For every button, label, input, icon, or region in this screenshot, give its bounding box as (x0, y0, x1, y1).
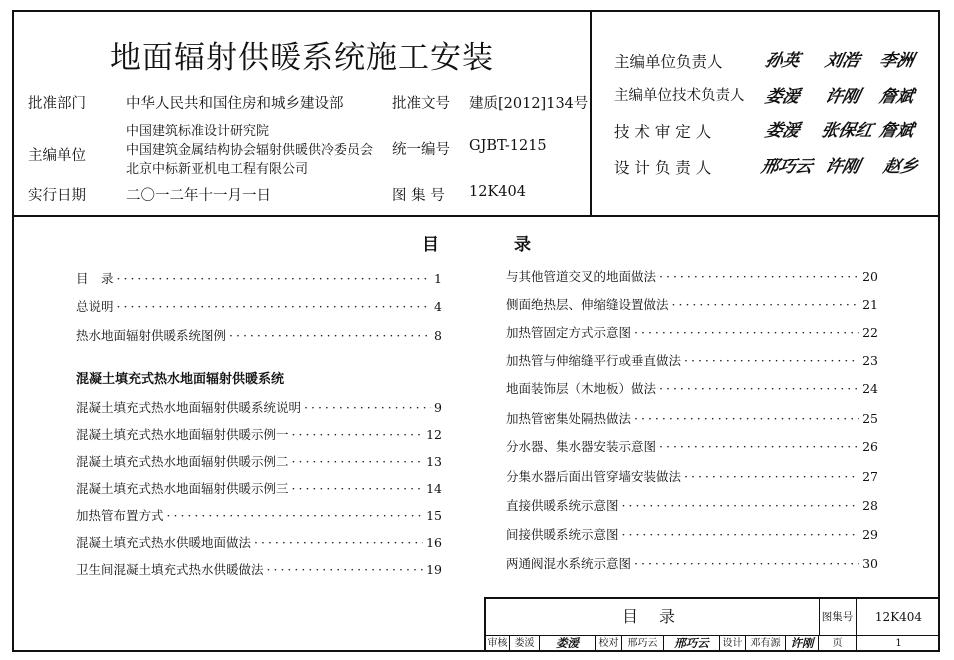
leader-dots (292, 481, 424, 496)
signature-label: 主编单位技术负责人 (614, 88, 745, 104)
toc-item-text: 加热管布置方式 (76, 508, 164, 523)
toc-item-text: 分集水器后面出管穿墙安装做法 (506, 469, 682, 484)
effective-label: 实行日期 (28, 188, 86, 204)
toc-item-text: 混凝土填充式热水地面辐射供暖示例二 (76, 454, 289, 469)
toc-item-page: 15 (426, 508, 442, 523)
signature: 许刚 (823, 87, 862, 107)
toc-item-page: 12 (426, 427, 442, 442)
toc-item-page: 27 (862, 469, 878, 484)
signature: 张保红 (819, 121, 875, 141)
toc-item-text: 与其他管道交叉的地面做法 (506, 269, 657, 284)
check-label: 校对 (596, 635, 622, 652)
editor-line: 北京中标新亚机电工程有限公司 (126, 162, 309, 177)
leader-dots (672, 297, 860, 312)
toc-item[interactable] (76, 506, 442, 524)
checker-signature: 邢巧云 (664, 635, 720, 652)
editor-line: 中国建筑金属结构协会辐射供暖供冷委员会 (126, 143, 374, 158)
toc-item-text: 混凝土填充式热水地面辐射供暖系统说明 (76, 400, 302, 415)
leader-dots (292, 427, 424, 442)
toc-item-page: 21 (862, 297, 878, 312)
leader-dots (634, 556, 859, 571)
toc-item-text: 加热管固定方式示意图 (506, 325, 632, 340)
leader-dots (117, 271, 432, 286)
toc-item-page: 14 (426, 481, 442, 496)
approval-doc: 建质[2012]134号 (469, 96, 589, 112)
toc-item[interactable] (76, 398, 442, 416)
leader-dots (304, 400, 431, 415)
section-heading: 混凝土填充式热水地面辐射供暖系统 (76, 372, 285, 387)
leader-dots (659, 381, 859, 396)
leader-dots (634, 325, 859, 340)
signature: 孙英 (763, 51, 802, 71)
title-block (484, 597, 940, 652)
leader-dots (659, 439, 859, 454)
reviewer-signature: 娄湲 (540, 635, 596, 652)
toc-title-left: 目 (422, 235, 439, 255)
toc-item[interactable] (506, 409, 878, 427)
editor-label: 主编单位 (28, 148, 86, 164)
toc-item[interactable] (76, 479, 442, 497)
atlas-no: 12K404 (469, 184, 526, 200)
checker-name: 邢巧云 (622, 635, 664, 652)
signature: 詹斌 (877, 121, 916, 141)
toc-item-page: 9 (434, 400, 442, 415)
effective-date: 二〇一二年十一月一日 (126, 188, 271, 204)
review-label: 审核 (486, 635, 510, 652)
toc-item[interactable] (76, 452, 442, 470)
toc-item-page: 4 (434, 299, 442, 314)
signature: 许刚 (823, 157, 862, 177)
drawing-frame (12, 10, 940, 652)
signature: 詹斌 (877, 87, 916, 107)
signature: 娄湲 (763, 87, 802, 107)
header-info (14, 12, 592, 215)
toc-item[interactable] (76, 425, 442, 443)
signature: 李洲 (877, 51, 916, 71)
toc-item[interactable] (506, 554, 878, 572)
toc-item[interactable] (76, 533, 442, 551)
toc-item[interactable] (506, 467, 878, 485)
page-label: 页 (819, 635, 857, 652)
toc-item-text: 地面装饰层（木地板）做法 (506, 381, 657, 396)
toc-item-text: 卫生间混凝土填充式热水供暖做法 (76, 562, 264, 577)
leader-dots (634, 411, 859, 426)
leader-dots (684, 353, 859, 368)
toc-title-right: 录 (514, 235, 531, 255)
toc-item-page: 1 (434, 271, 442, 286)
toc-item-text: 间接供暖系统示意图 (506, 527, 619, 542)
signature-label: 主编单位负责人 (614, 53, 723, 71)
editor-line: 中国建筑标准设计研究院 (126, 124, 270, 139)
toc-item[interactable] (506, 323, 878, 341)
approval-doc-label: 批准文号 (392, 96, 450, 112)
atlas-title: 地面辐射供暖系统施工安装 (110, 40, 494, 76)
toc-item-page: 20 (862, 269, 878, 284)
leader-dots (684, 469, 859, 484)
toc-item-page: 19 (426, 562, 442, 577)
signature: 赵乡 (881, 157, 920, 177)
toc-item-page: 29 (862, 527, 878, 542)
signature-label: 技 术 审 定 人 (614, 123, 712, 141)
toc-item-text: 加热管与伸缩缝平行或垂直做法 (506, 353, 682, 368)
toc-item[interactable] (506, 267, 878, 285)
signature: 娄湲 (763, 121, 802, 141)
signature: 刘浩 (823, 51, 862, 71)
toc-item-page: 30 (862, 556, 878, 571)
leader-dots (267, 562, 424, 577)
toc-item-text: 两通阀混水系统示意图 (506, 556, 632, 571)
toc-item[interactable] (76, 297, 442, 315)
title-block-top-row (486, 599, 940, 636)
toc-item-text: 目 录 (76, 271, 114, 286)
approval-dept: 中华人民共和国住房和城乡建设部 (126, 96, 344, 112)
toc-item-page: 22 (862, 325, 878, 340)
leader-dots (292, 454, 424, 469)
toc-item-page: 13 (426, 454, 442, 469)
leader-dots (167, 508, 424, 523)
designer-signature: 许刚 (786, 635, 819, 652)
toc-item[interactable] (506, 496, 878, 514)
leader-dots (622, 527, 860, 542)
toc-item-text: 混凝土填充式热水地面辐射供暖示例三 (76, 481, 289, 496)
unified-no: GJBT-1215 (469, 138, 547, 154)
toc-item[interactable] (506, 525, 878, 543)
toc-item[interactable] (76, 326, 442, 344)
toc-item-page: 16 (426, 535, 442, 550)
design-label: 设计 (720, 635, 746, 652)
toc-item-text: 热水地面辐射供暖系统图例 (76, 328, 227, 343)
signature-label: 设 计 负 责 人 (614, 159, 712, 177)
reviewer-name: 娄湲 (510, 635, 540, 652)
toc-item[interactable] (506, 379, 878, 397)
toc-item[interactable] (76, 269, 442, 287)
toc-item-text: 混凝土填充式热水供暖地面做法 (76, 535, 252, 550)
toc-item-text: 直接供暖系统示意图 (506, 498, 619, 513)
toc-item-page: 23 (862, 353, 878, 368)
toc-item-page: 26 (862, 439, 878, 454)
toc-item[interactable] (506, 295, 878, 313)
leader-dots (622, 498, 860, 513)
toc-item-text: 混凝土填充式热水地面辐射供暖示例一 (76, 427, 289, 442)
leader-dots (117, 299, 432, 314)
toc-item-page: 28 (862, 498, 878, 513)
toc-item-page: 25 (862, 411, 878, 426)
designer-name: 邓有源 (746, 635, 786, 652)
signature: 邢巧云 (759, 157, 815, 177)
leader-dots (229, 328, 431, 343)
toc-item-page: 24 (862, 381, 878, 396)
toc-item[interactable] (506, 437, 878, 455)
header-block (14, 12, 938, 217)
toc-item-text: 侧面绝热层、伸缩缝设置做法 (506, 297, 669, 312)
leader-dots (254, 535, 423, 550)
toc-item-page: 8 (434, 328, 442, 343)
toc-item[interactable] (506, 351, 878, 369)
atlas-no-label: 图 集 号 (392, 188, 445, 204)
atlas-no-label: 图集号 (819, 599, 857, 635)
approval-dept-label: 批准部门 (28, 96, 86, 112)
toc-item[interactable] (76, 560, 442, 578)
unified-no-label: 统一编号 (392, 142, 450, 158)
atlas-no-value: 12K404 (874, 610, 923, 624)
leader-dots (659, 269, 859, 284)
page-number: 1 (895, 638, 902, 649)
toc-item-text: 加热管密集处隔热做法 (506, 411, 632, 426)
toc-item-text: 总说明 (76, 299, 114, 314)
sheet-title: 目 录 (486, 599, 820, 635)
toc-item-text: 分水器、集水器安装示意图 (506, 439, 657, 454)
